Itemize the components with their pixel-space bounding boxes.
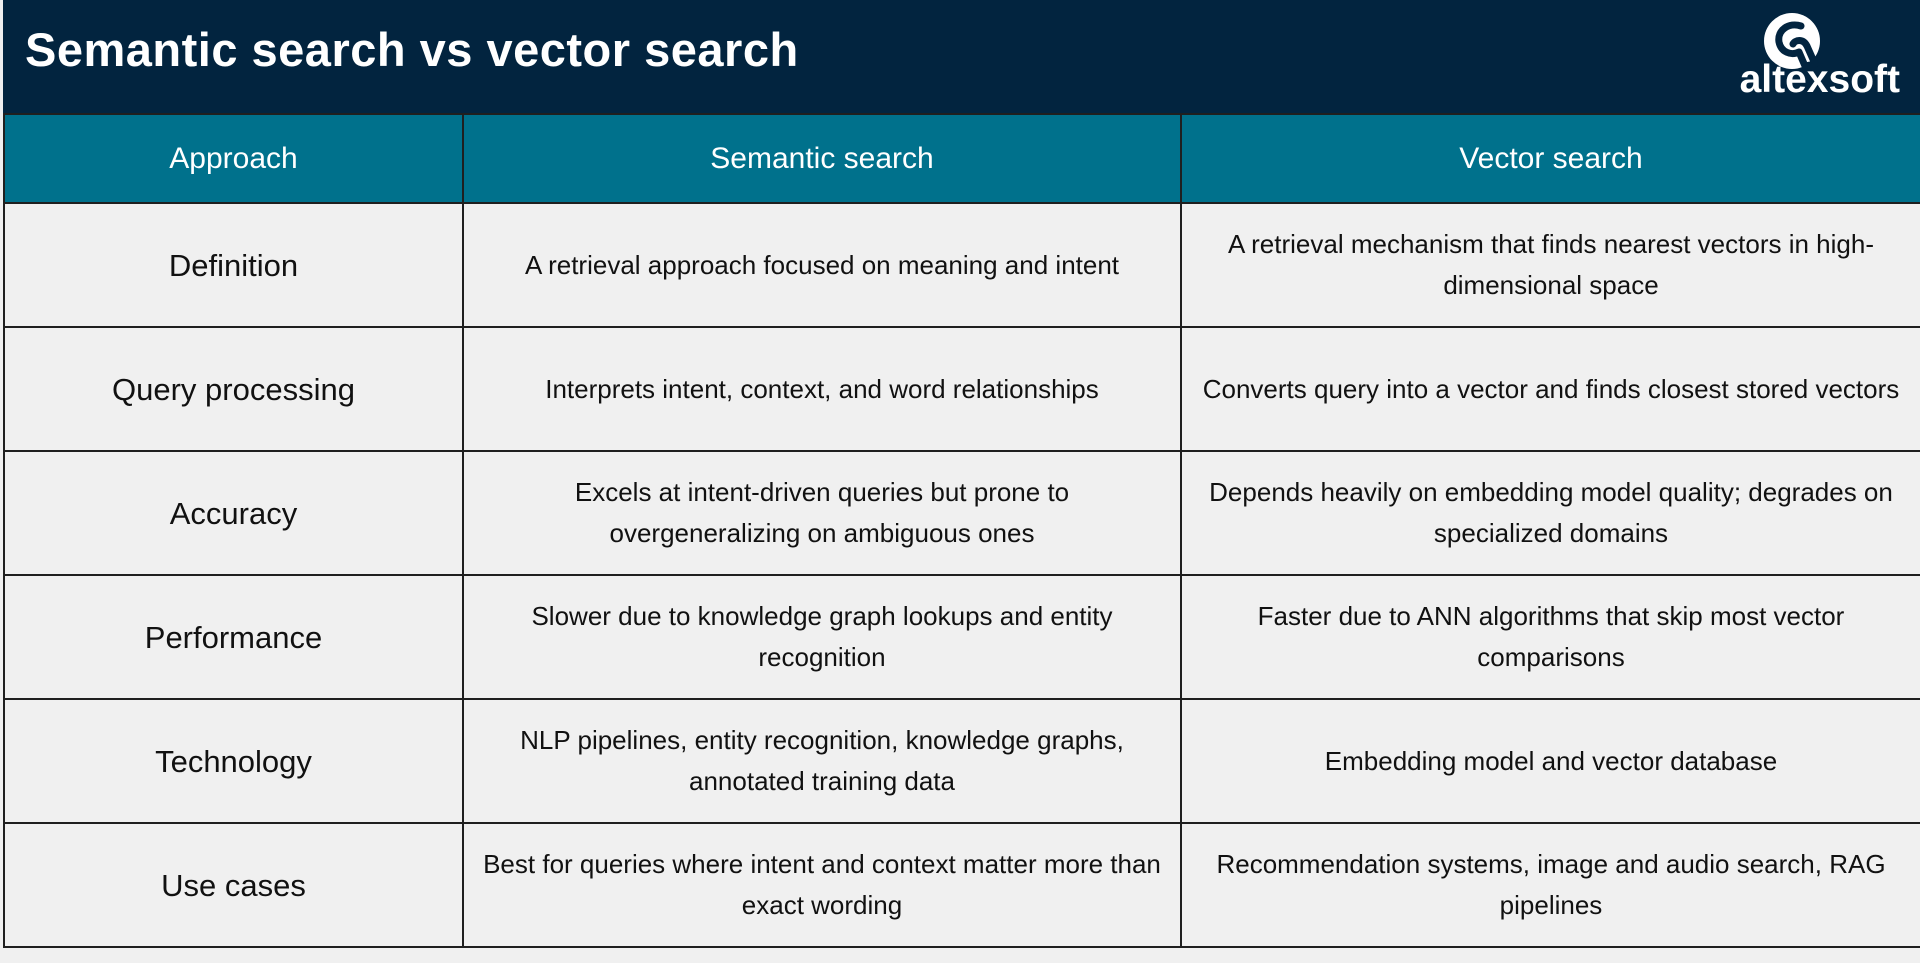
table-header-row [4,114,1920,203]
row-label-performance: Performance [4,575,463,699]
vector-cell: Converts query into a vector and finds closest stored vectors [1181,327,1920,451]
page-title: Semantic search vs vector search [25,23,799,76]
row-label-technology: Technology [4,699,463,823]
column-header-approach: Approach [4,114,463,203]
column-header-vector-search: Vector search [1181,114,1920,203]
table-row [4,327,1920,451]
table-row [4,575,1920,699]
semantic-cell: A retrieval approach focused on meaning and intent [463,203,1181,327]
vector-cell: Faster due to ANN algorithms that skip most vector comparisons [1181,575,1920,699]
row-label-definition: Definition [4,203,463,327]
row-label-accuracy: Accuracy [4,451,463,575]
table-row [4,823,1920,947]
table-row [4,451,1920,575]
comparison-table [3,113,1920,948]
altexsoft-logo [1660,6,1900,106]
column-header-semantic-search: Semantic search [463,114,1181,203]
vector-cell: Depends heavily on embedding model quality; degrades on specialized domains [1181,451,1920,575]
row-label-query-processing: Query processing [4,327,463,451]
semantic-cell: Interprets intent, context, and word relationships [463,327,1181,451]
table-row [4,699,1920,823]
vector-cell: Embedding model and vector database [1181,699,1920,823]
header-banner [3,0,1920,113]
semantic-cell: Slower due to knowledge graph lookups and entity recognition [463,575,1181,699]
table-row [4,203,1920,327]
semantic-cell: NLP pipelines, entity recognition, knowledge graphs, annotated training data [463,699,1181,823]
semantic-cell: Best for queries where intent and context matter more than exact wording [463,823,1181,947]
vector-cell: A retrieval mechanism that finds nearest vectors in high-dimensional space [1181,203,1920,327]
vector-cell: Recommendation systems, image and audio search, RAG pipelines [1181,823,1920,947]
row-label-use-cases: Use cases [4,823,463,947]
logo-wordmark: altexsoft [1739,58,1900,101]
semantic-cell: Excels at intent-driven queries but prone to overgeneralizing on ambiguous ones [463,451,1181,575]
